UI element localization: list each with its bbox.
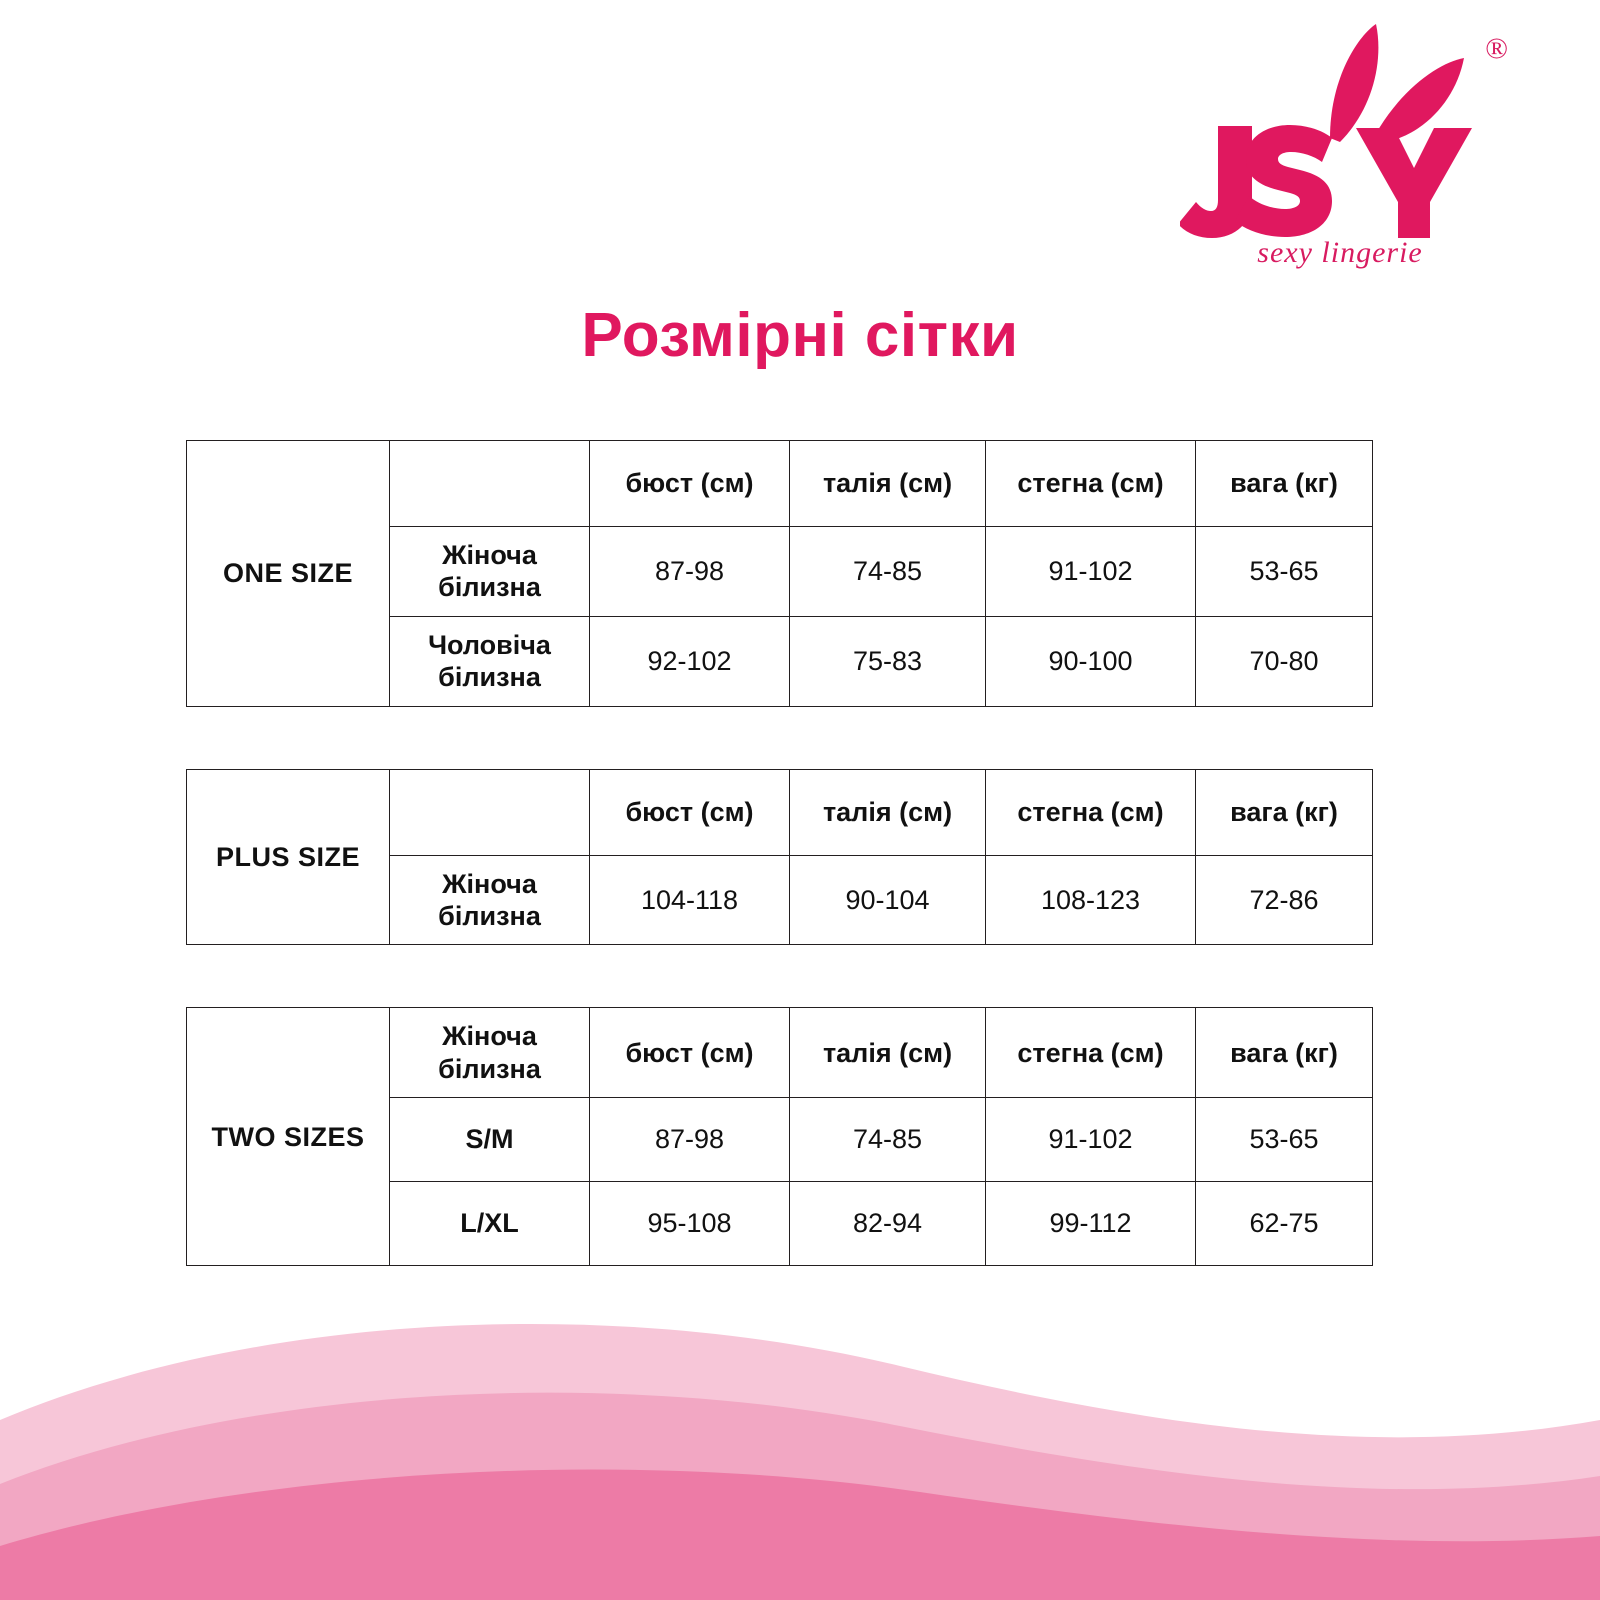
cell-waist: 90-104 (790, 855, 986, 945)
group-label: PLUS SIZE (187, 769, 390, 945)
table-row (187, 1008, 1373, 1098)
cell-hips: 108-123 (986, 855, 1196, 945)
cell-hips: 90-100 (986, 616, 1196, 706)
size-table-two-sizes (186, 1007, 1373, 1266)
wave-mid (0, 1393, 1600, 1600)
group-label: ONE SIZE (187, 441, 390, 707)
column-header-bust: бюст (см) (590, 1008, 790, 1098)
column-header-bust: бюст (см) (590, 769, 790, 855)
cell-weight: 72-86 (1196, 855, 1373, 945)
size-table-one-size (186, 440, 1373, 707)
wave-light (0, 1324, 1600, 1600)
corner-cell: Жіноча білизна (390, 1008, 590, 1098)
page-title: Розмірні сітки (581, 301, 1019, 370)
cell-bust: 92-102 (590, 616, 790, 706)
cell-hips: 99-112 (986, 1182, 1196, 1266)
wave-dark (0, 1470, 1600, 1600)
table-row (187, 441, 1373, 527)
size-table-plus-size (186, 769, 1373, 946)
corner-cell (390, 769, 590, 855)
column-header-hips: стегна (см) (986, 769, 1196, 855)
column-header-hips: стегна (см) (986, 1008, 1196, 1098)
column-header-bust: бюст (см) (590, 441, 790, 527)
cell-waist: 75-83 (790, 616, 986, 706)
column-header-waist: талія (см) (790, 769, 986, 855)
cell-waist: 74-85 (790, 1098, 986, 1182)
size-tables-container (186, 440, 1372, 1328)
brand-logo (1180, 18, 1508, 278)
brand-tagline: sexy lingerie (1257, 236, 1423, 269)
cell-bust: 95-108 (590, 1182, 790, 1266)
column-header-weight: вага (кг) (1196, 1008, 1373, 1098)
registered-trademark-icon: ® (1485, 32, 1508, 65)
cell-bust: 104-118 (590, 855, 790, 945)
cell-bust: 87-98 (590, 527, 790, 617)
row-label: Чоловіча білизна (390, 616, 590, 706)
column-header-weight: вага (кг) (1196, 441, 1373, 527)
cell-weight: 62-75 (1196, 1182, 1373, 1266)
cell-weight: 53-65 (1196, 527, 1373, 617)
cell-weight: 53-65 (1196, 1098, 1373, 1182)
column-header-waist: талія (см) (790, 441, 986, 527)
cell-hips: 91-102 (986, 1098, 1196, 1182)
row-label: S/M (390, 1098, 590, 1182)
cell-weight: 70-80 (1196, 616, 1373, 706)
column-header-hips: стегна (см) (986, 441, 1196, 527)
table-row (187, 769, 1373, 855)
corner-cell (390, 441, 590, 527)
group-label: TWO SIZES (187, 1008, 390, 1266)
row-label: Жіноча білизна (390, 855, 590, 945)
column-header-waist: талія (см) (790, 1008, 986, 1098)
cell-waist: 82-94 (790, 1182, 986, 1266)
cell-waist: 74-85 (790, 527, 986, 617)
row-label: L/XL (390, 1182, 590, 1266)
cell-bust: 87-98 (590, 1098, 790, 1182)
row-label: Жіноча білизна (390, 527, 590, 617)
column-header-weight: вага (кг) (1196, 769, 1373, 855)
cell-hips: 91-102 (986, 527, 1196, 617)
